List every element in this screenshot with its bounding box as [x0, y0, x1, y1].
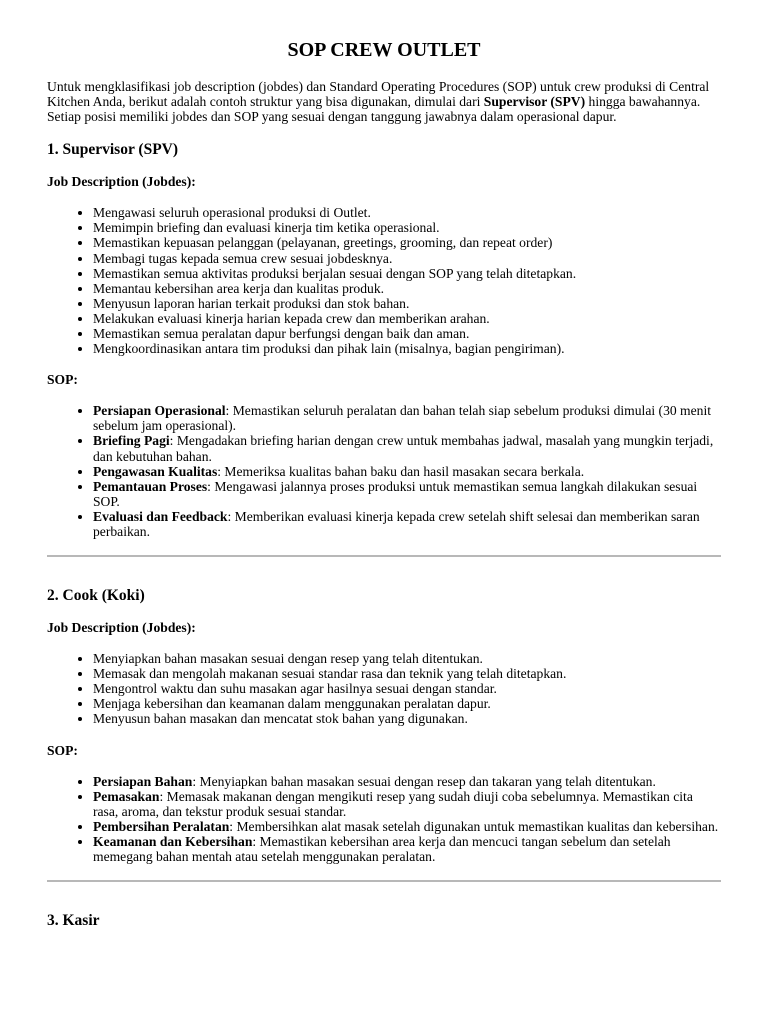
sop-list-cook [47, 774, 721, 865]
sop-label: SOP: [47, 742, 78, 758]
sop-term: Pemantauan Proses [93, 478, 208, 494]
list-item [93, 433, 721, 463]
list-item: • Menyusun laporan harian terkait produksi dan stok bahan. [93, 296, 721, 311]
list-item: • Memastikan semua aktivitas produksi berjalan sesuai dengan SOP yang telah ditetapkan. [93, 266, 721, 281]
list-item: • Memastikan semua peralatan dapur berfungsi dengan baik dan aman. [93, 326, 721, 341]
list-item: • Memantau kebersihan area kerja dan kualitas produk. [93, 281, 721, 296]
list-item [93, 834, 721, 864]
page-title: SOP CREW OUTLET [287, 39, 481, 61]
sop-text: : Memastikan seluruh peralatan dan bahan telah siap sebelum produksi dimulai (30 menit sebelum jam operasional). [93, 403, 712, 434]
sop-term: Keamanan dan Kebersihan [93, 833, 253, 849]
list-item: • Memastikan kepuasan pelanggan (pelayanan, greetings, grooming, dan repeat order) [93, 235, 721, 250]
sop-term: Briefing Pagi [93, 433, 170, 449]
sop-term: Pemasakan [93, 788, 160, 804]
list-item [93, 464, 721, 479]
sop-text: : Menyiapkan bahan masakan sesuai dengan resep dan takaran yang telah ditentukan. [192, 773, 656, 789]
sop-list-supervisor [47, 403, 721, 539]
list-item: • Memimpin briefing dan evaluasi kinerja tim ketika operasional. [93, 220, 721, 235]
list-item: • Mengawasi seluruh operasional produksi di Outlet. [93, 205, 721, 220]
list-item: • Menjaga kebersihan dan keamanan dalam menggunakan peralatan dapur. [93, 696, 721, 711]
sop-text: : Memastikan kebersihan area kerja dan mencuci tangan sebelum dan setelah memegang bahan mentah atau setelah menggunakan peralatan. [93, 833, 671, 864]
list-item: • Mengontrol waktu dan suhu masakan agar hasilnya sesuai dengan standar. [93, 681, 721, 696]
sop-text: : Memeriksa kualitas bahan baku dan hasil masakan secara berkala. [217, 463, 585, 479]
jobdes-list-cook [47, 651, 721, 726]
sop-term: Evaluasi dan Feedback [93, 508, 228, 524]
section-heading-kasir: 3. Kasir [47, 912, 100, 930]
jobdes-label: Job Description (Jobdes): [47, 620, 196, 636]
list-item: • Mengkoordinasikan antara tim produksi dan pihak lain (misalnya, bagian pengiriman). [93, 341, 721, 356]
sop-term: Persiapan Bahan [93, 773, 193, 789]
sop-term: Pembersihan Peralatan [93, 818, 230, 834]
sop-term: Persiapan Operasional [93, 403, 226, 419]
section-heading-supervisor: 1. Supervisor (SPV) [47, 141, 179, 159]
intro-text-2: hingga bawahannya. Setiap posisi memiliki jobdes dan SOP yang sesuai dengan tanggung jawabnya dalam operasional dapur. [47, 94, 701, 125]
section-divider [47, 555, 721, 557]
list-item: • Memasak dan mengolah makanan sesuai standar rasa dan teknik yang telah ditetapkan. [93, 666, 721, 681]
sop-text: : Memasak makanan dengan mengikuti resep yang sudah diuji coba sebelumnya. Memastikan cita rasa, aroma, dan tekstur produk sesuai standar. [93, 788, 693, 819]
jobdes-list-supervisor [47, 205, 721, 356]
sop-label: SOP: [47, 372, 78, 388]
jobdes-label: Job Description (Jobdes): [47, 174, 196, 190]
sop-text: : Mengawasi jalannya proses produksi untuk memastikan semua langkah dilakukan sesuai SOP. [93, 478, 698, 509]
section-heading-cook: 2. Cook (Koki) [47, 587, 145, 605]
intro-text-1: Untuk mengklasifikasi job description (jobdes) dan Standard Operating Procedures (SOP) untuk crew produksi di Central Kitchen Anda, berikut adalah contoh struktur yang bisa digunakan, dimulai dari [47, 79, 710, 110]
section-divider [47, 880, 721, 882]
intro-bold: Supervisor (SPV) [483, 94, 586, 110]
list-item [93, 479, 721, 509]
list-item [93, 819, 721, 834]
list-item: • Membagi tugas kepada semua crew sesuai jobdesknya. [93, 251, 721, 266]
intro-paragraph [47, 79, 721, 124]
sop-text: : Mengadakan briefing harian dengan crew untuk membahas jadwal, masalah yang mungkin terjadi, dan kebutuhan bahan. [93, 433, 714, 464]
sop-text: : Membersihkan alat masak setelah digunakan untuk memastikan kualitas dan kebersihan. [229, 818, 719, 834]
list-item [93, 774, 721, 789]
list-item: • Menyusun bahan masakan dan mencatat stok bahan yang digunakan. [93, 711, 721, 726]
sop-text: : Memberikan evaluasi kinerja kepada crew setelah shift selesai dan memberikan saran perbaikan. [93, 508, 700, 539]
list-item: • Menyiapkan bahan masakan sesuai dengan resep yang telah ditentukan. [93, 651, 721, 666]
list-item [93, 789, 721, 819]
list-item [93, 509, 721, 539]
list-item: • Melakukan evaluasi kinerja harian kepada crew dan memberikan arahan. [93, 311, 721, 326]
sop-term: Pengawasan Kualitas [93, 463, 218, 479]
list-item [93, 403, 721, 433]
